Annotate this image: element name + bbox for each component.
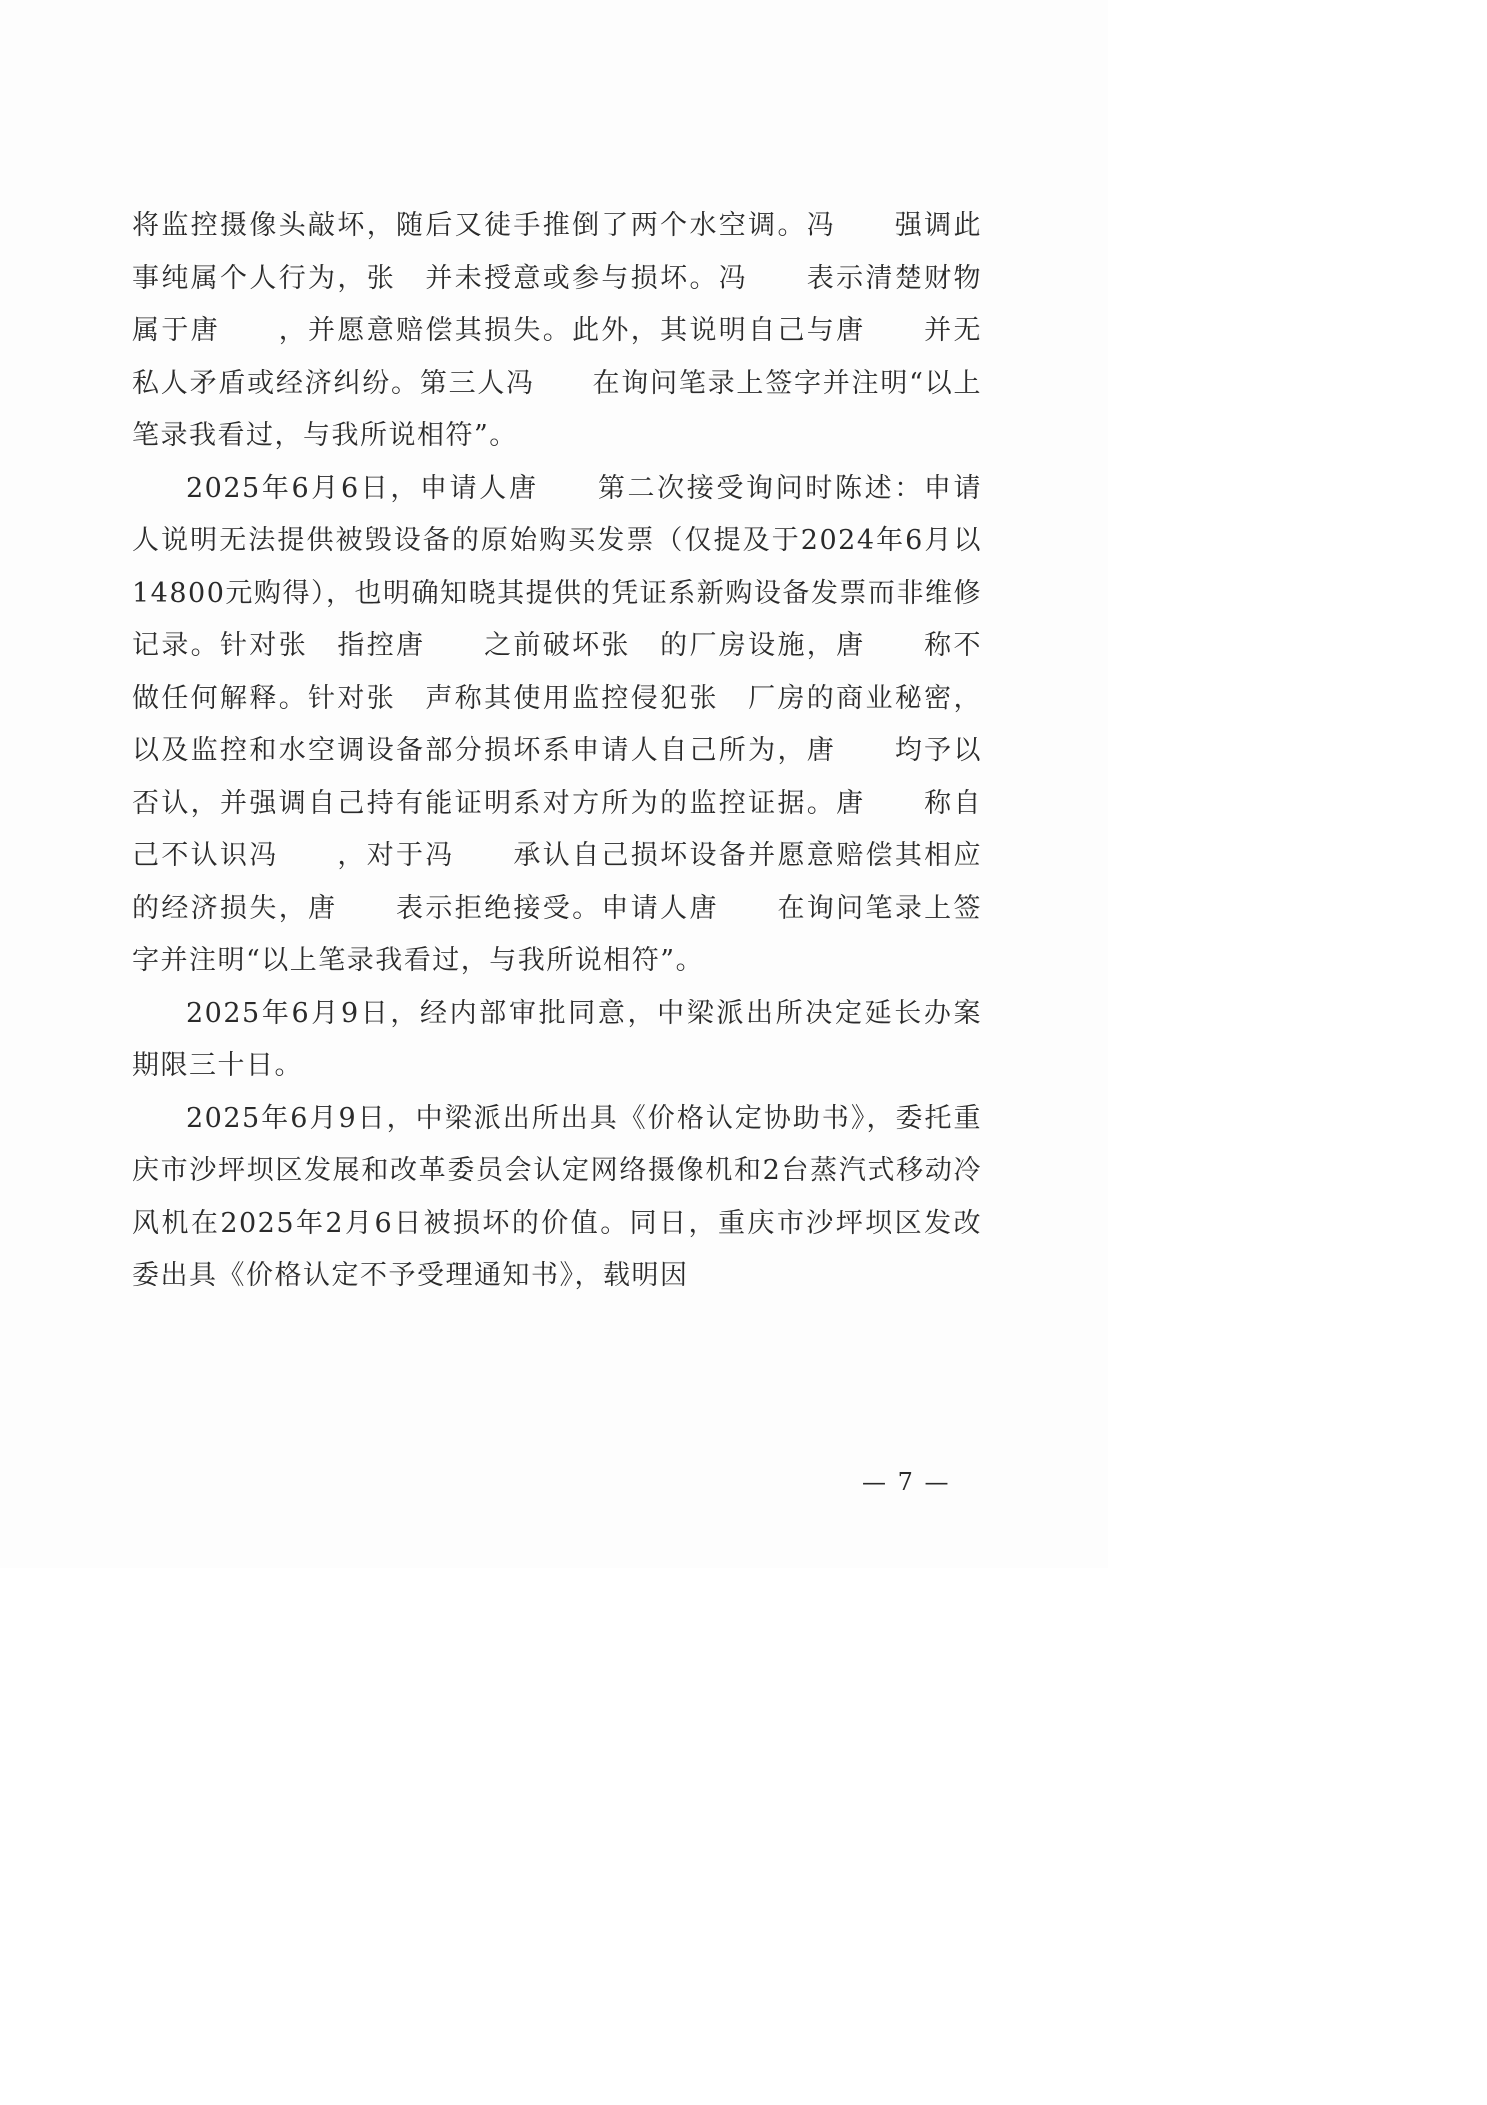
document-body — [132, 200, 982, 1303]
paragraph-continuation: 将监控摄像头敲坏，随后又徒手推倒了两个水空调。冯 强调此事纯属个人行为，张 并未授意或参与损坏。冯 表示清楚财物属于唐 ，并愿意赔偿其损失。此外，其说明自己与唐 并无私人矛盾或经济纠纷。第三人冯 在询问笔录上签字并注明“以上笔录我看过，与我所说相符”。 — [132, 210, 982, 451]
paragraph-price-assessment: 2025年6月9日，中梁派出所出具《价格认定协助书》，委托重庆市沙坪坝区发展和改革委员会认定网络摄像机和2台蒸汽式移动冷风机在2025年2月6日被损坏的价值。同日，重庆市沙坪坝区发改委出具《价格认定不予受理通知书》，载明因 — [132, 1102, 982, 1291]
page-number: — 7 — — [862, 1468, 951, 1496]
paragraph-extension: 2025年6月9日，经内部审批同意，中梁派出所决定延长办案期限三十日。 — [132, 997, 982, 1081]
paragraph-second-inquiry: 2025年6月6日，申请人唐 第二次接受询问时陈述：申请人说明无法提供被毁设备的原始购买发票（仅提及于2024年6月以14800元购得），也明确知晓其提供的凭证系新购设备发票而非维修记录。针对张 指控唐 之前破坏张 的厂房设施，唐 称不做任何解释。针对张 声称其使用监控侵犯张 厂房的商业秘密，以及监控和水空调设备部分损坏系申请人自己所为，唐 均予以否认，并强调自己持有能证明系对方所为的监控证据。唐 称自己不认识冯 ，对于冯 承认自己损坏设备并愿意赔偿其相应的经济损失，唐 表示拒绝接受。申请人唐 在询问笔录上签字并注明“以上笔录我看过，与我所说相符”。 — [132, 472, 982, 976]
